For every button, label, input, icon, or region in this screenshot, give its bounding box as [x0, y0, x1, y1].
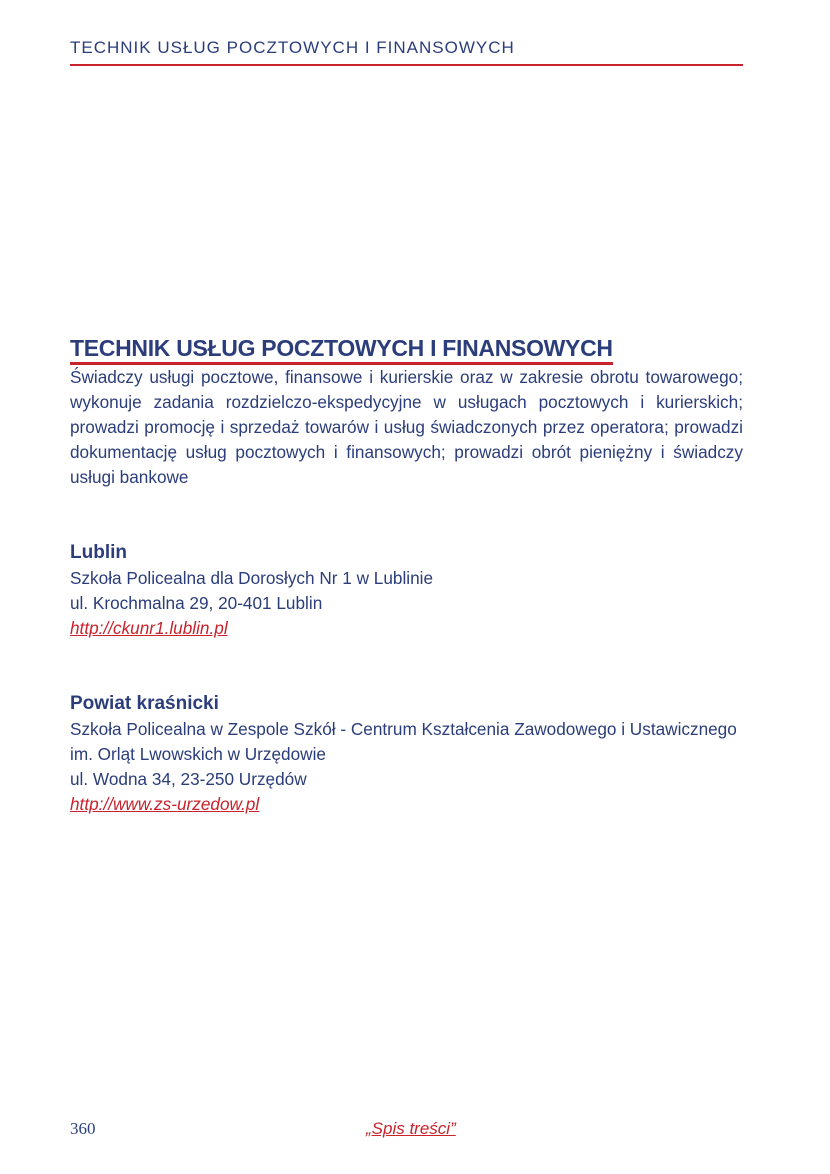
school-website-link[interactable]: http://www.zs-urzedow.pl	[70, 794, 260, 814]
section-title: TECHNIK USŁUG POCZTOWYCH I FINANSOWYCH	[70, 334, 613, 365]
school-address: ul. Wodna 34, 23-250 Urzędów	[70, 769, 307, 789]
running-header: TECHNIK USŁUG POCZTOWYCH I FINANSOWYCH	[70, 38, 515, 57]
school-entry	[70, 691, 743, 817]
page-number: 360	[70, 1119, 96, 1138]
region-heading: Powiat kraśnicki	[70, 693, 219, 714]
school-name-continued: im. Orląt Lwowskich w Urzędowie	[70, 744, 326, 764]
main-content	[70, 334, 743, 817]
school-name: Szkoła Policealna dla Dorosłych Nr 1 w Lublinie	[70, 568, 434, 588]
school-website-link[interactable]: http://ckunr1.lublin.pl	[70, 618, 228, 638]
school-address: ul. Krochmalna 29, 20-401 Lublin	[70, 593, 323, 613]
section-description: Świadczy usługi pocztowe, finansowe i kurierskie oraz w zakresie obrotu towarowego; wykonuje zadania rozdzielczo-ekspedycyjne w usługach pocztowych i kurierskich; prowadzi promocję i sprzedaż towarów i usług świadczonych przez operatora; prowadzi dokumentację usług pocztowych i finansowych; prowadzi obrót pieniężny i świadczy usługi bankowe	[70, 367, 743, 487]
school-name: Szkoła Policealna w Zespole Szkół - Centrum Kształcenia Zawodowego i Ustawicznego	[70, 719, 737, 739]
region-heading: Lublin	[70, 542, 127, 563]
school-entry	[70, 540, 743, 641]
table-of-contents-link[interactable]: „Spis treści”	[366, 1119, 456, 1138]
header-divider	[70, 64, 743, 66]
